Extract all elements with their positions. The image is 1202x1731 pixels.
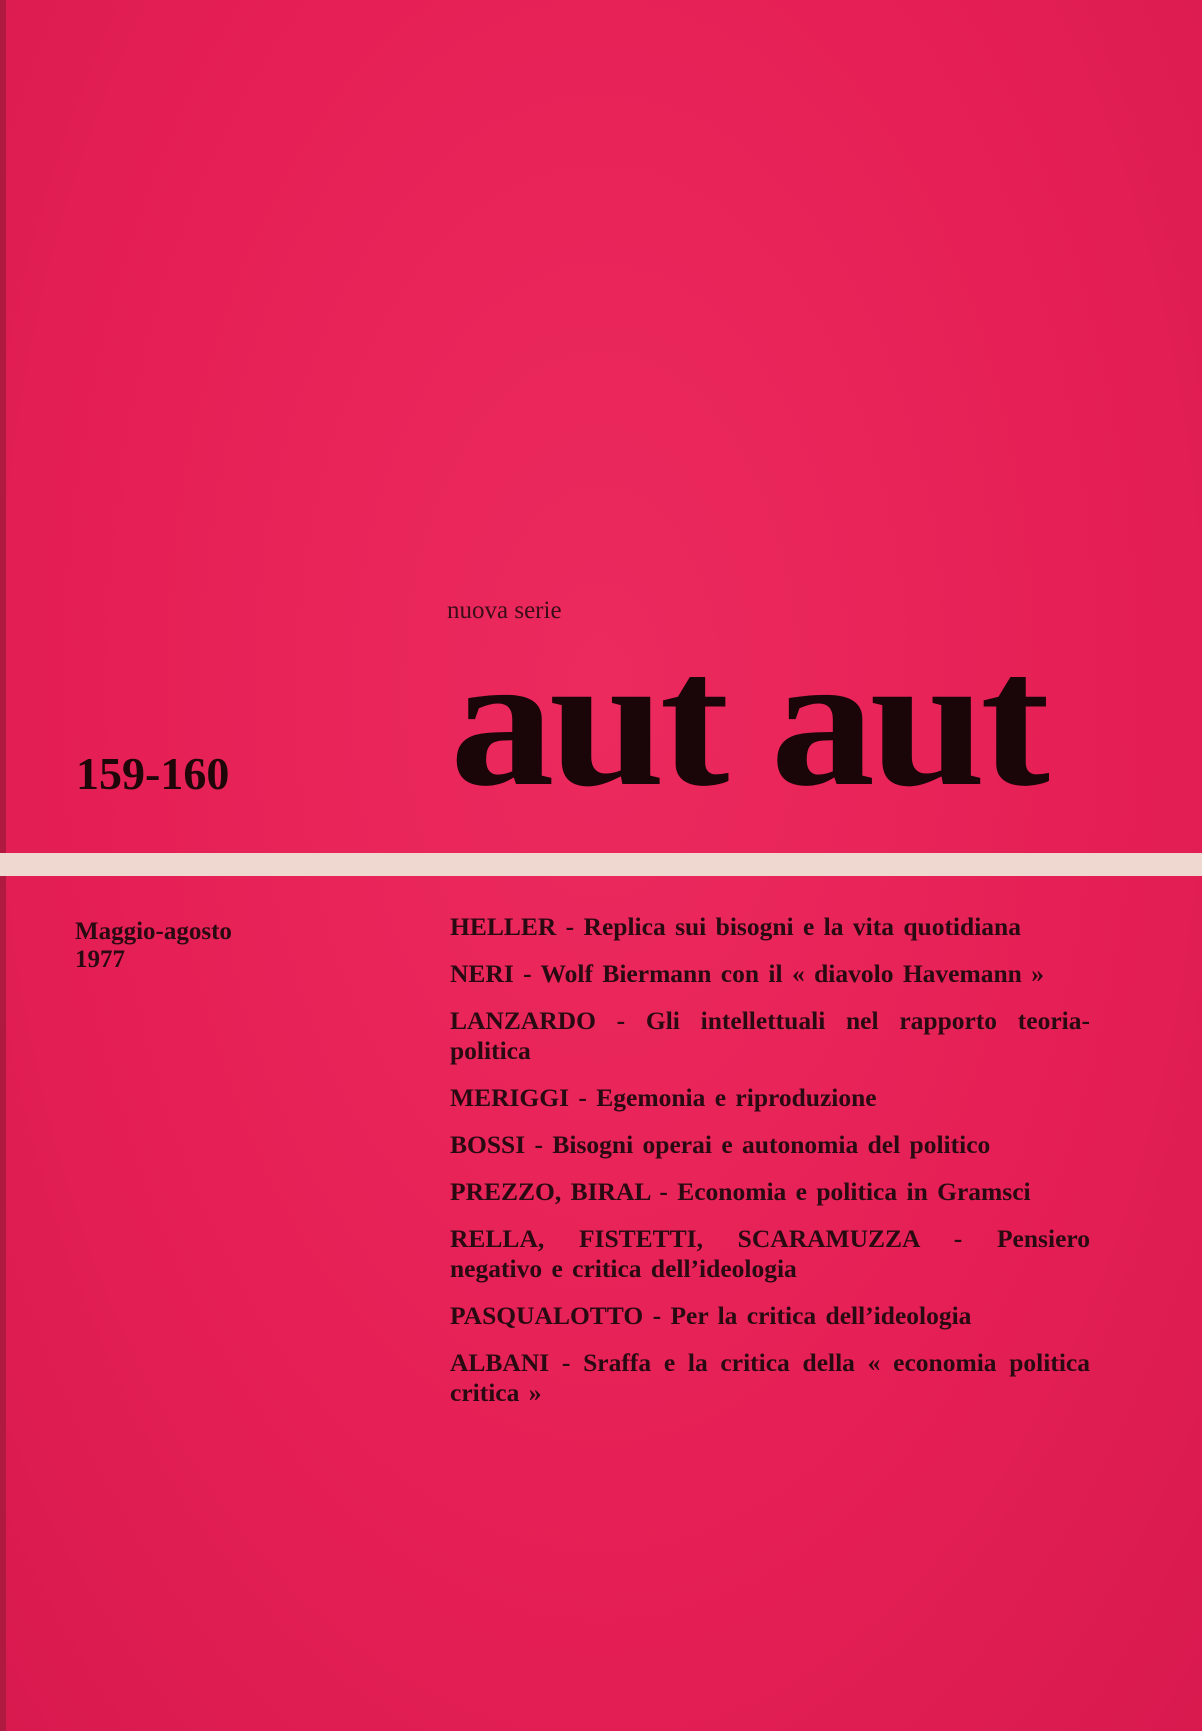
entry-title: Gli intellettuali nel rapporto teoria-politica	[450, 1006, 1090, 1065]
entry-author: NERI	[450, 959, 514, 988]
entry-author: BOSSI	[450, 1130, 526, 1159]
contents-entry: ALBANI - Sraffa e la critica della « economia politica critica »	[450, 1348, 1090, 1407]
entry-author: LANZARDO	[450, 1006, 596, 1035]
table-of-contents	[450, 912, 1090, 1425]
issue-months: Maggio-agosto	[75, 918, 232, 945]
entry-author: PASQUALOTTO	[450, 1301, 644, 1330]
contents-entry: NERI - Wolf Biermann con il « diavolo Havemann »	[450, 959, 1044, 988]
contents-entry: HELLER - Replica sui bisogni e la vita quotidiana	[450, 912, 1021, 941]
entry-title: Replica sui bisogni e la vita quotidiana	[583, 912, 1021, 941]
issue-number: 159-160	[76, 748, 230, 799]
divider-stripe	[0, 853, 1202, 876]
issue-year: 1977	[75, 946, 125, 973]
contents-entry: MERIGGI - Egemonia e riproduzione	[450, 1083, 877, 1112]
entry-author: ALBANI	[450, 1348, 550, 1377]
entry-title: Pensiero negativo e critica dell’ideologia	[450, 1224, 1090, 1283]
entry-title: Bisogni operai e autonomia del politico	[552, 1130, 991, 1159]
magazine-logo: aut aut	[450, 616, 1045, 826]
entry-title: Sraffa e la critica della « economia politica critica »	[450, 1348, 1090, 1407]
contents-entry: PREZZO, BIRAL - Economia e politica in Gramsci	[450, 1177, 1031, 1206]
entry-author: MERIGGI	[450, 1083, 570, 1112]
contents-entry: BOSSI - Bisogni operai e autonomia del politico	[450, 1130, 991, 1159]
contents-entry: RELLA, FISTETTI, SCARAMUZZA - Pensiero negativo e critica dell’ideologia	[450, 1224, 1090, 1283]
entry-author: HELLER	[450, 912, 557, 941]
entry-author: RELLA, FISTETTI, SCARAMUZZA	[450, 1224, 920, 1253]
contents-entry: PASQUALOTTO - Per la critica dell’ideologia	[450, 1301, 972, 1330]
entry-title: Per la critica dell’ideologia	[670, 1301, 972, 1330]
entry-author: PREZZO, BIRAL	[450, 1177, 650, 1206]
issue-date	[75, 918, 232, 974]
entry-title: Wolf Biermann con il « diavolo Havemann »	[540, 959, 1044, 988]
entry-title: Egemonia e riproduzione	[596, 1083, 877, 1112]
contents-entry: LANZARDO - Gli intellettuali nel rapporto teoria-politica	[450, 1006, 1090, 1065]
series-label: nuova serie	[447, 597, 562, 624]
entry-title: Economia e politica in Gramsci	[677, 1177, 1031, 1206]
